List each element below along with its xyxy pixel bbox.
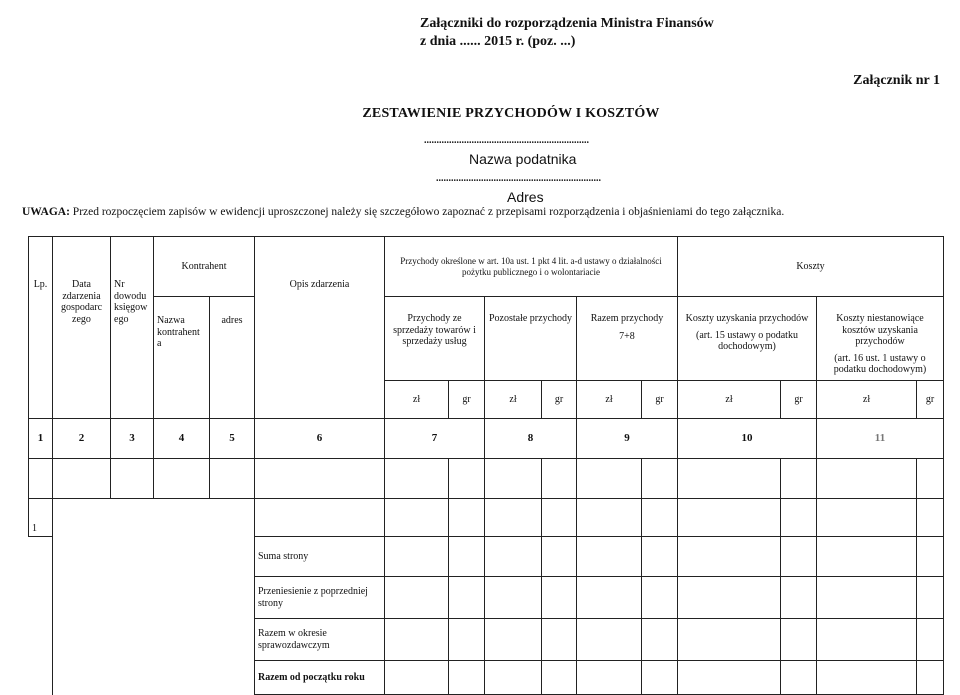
unit-zl: zł (577, 381, 642, 419)
unit-gr: gr (642, 381, 678, 419)
unit-gr: gr (449, 381, 485, 419)
summary-label: Suma strony (255, 537, 385, 577)
unit-zl: zł (485, 381, 542, 419)
column-number: 1 (29, 419, 53, 459)
taxpayer-name-label: Nazwa podatnika (469, 151, 577, 167)
unit-gr: gr (542, 381, 577, 419)
document-number-header: Nr dowodu księgow ego (111, 237, 154, 419)
regulation-title: Załączniki do rozporządzenia Ministra Finansów (420, 16, 714, 31)
column-number: 8 (485, 419, 577, 459)
annex-number: Załącznik nr 1 (853, 73, 940, 88)
address-line: .................................................................. (436, 173, 601, 184)
costs-group-header: Koszty (678, 237, 944, 297)
column-number: 7 (385, 419, 485, 459)
column-number: 6 (255, 419, 385, 459)
contractor-name-header: Nazwa kontrahent a (154, 297, 210, 419)
costs-deductible-header: Koszty uzyskania przychodów (art. 15 ustawy o podatku dochodowym) (678, 297, 817, 381)
summary-label: Razem od początku roku (255, 661, 385, 695)
column-number: 11 (817, 419, 944, 459)
column-number: 3 (111, 419, 154, 459)
table-row (29, 459, 944, 499)
description-header: Opis zdarzenia (255, 237, 385, 419)
unit-gr: gr (781, 381, 817, 419)
costs-nondeductible-header: Koszty niestanowiące kosztów uzyskania przychodów (art. 16 ust. 1 ustawy o podatku dochodowym) (817, 297, 944, 381)
income-cost-table (28, 236, 944, 695)
summary-label: Razem w okresie sprawozdawczym (255, 619, 385, 661)
column-number: 10 (678, 419, 817, 459)
summary-label: Przeniesienie z poprzedniej strony (255, 577, 385, 619)
income-total-header: Razem przychody 7+8 (577, 297, 678, 381)
unit-zl: zł (817, 381, 917, 419)
date-header: Data zdarzenia gospodarc zego (53, 237, 111, 419)
income-other-header: Pozostałe przychody (485, 297, 577, 381)
regulation-date: z dnia ...... 2015 r. (poz. ...) (420, 34, 576, 49)
column-number: 5 (210, 419, 255, 459)
warning-note: UWAGA: Przed rozpoczęciem zapisów w ewidencji uproszczonej należy się szczegółowo zapoznać z przepisami rozporządzenia i objaśnieniami do tego załącznika. (22, 206, 785, 218)
lp-header: Lp. (29, 237, 53, 419)
column-number: 2 (53, 419, 111, 459)
contractor-address-header: adres (210, 297, 255, 419)
income-sales-header: Przychody ze sprzedaży towarów i sprzedaży usług (385, 297, 485, 381)
unit-zl: zł (678, 381, 781, 419)
table-row (29, 499, 944, 537)
column-number: 4 (154, 419, 210, 459)
income-group-header: Przychody określone w art. 10a ust. 1 pkt 4 lit. a-d ustawy o działalności pożytku publicznego i o wolontariacie (385, 237, 678, 297)
column-number: 9 (577, 419, 678, 459)
unit-zl: zł (385, 381, 449, 419)
page-title: ZESTAWIENIE PRZYCHODÓW I KOSZTÓW (362, 106, 660, 121)
contractor-group-header: Kontrahent (154, 237, 255, 297)
address-label: Adres (507, 189, 544, 205)
taxpayer-name-line: .................................................................. (424, 135, 589, 146)
row-number: 1 (29, 499, 53, 537)
unit-gr: gr (917, 381, 944, 419)
